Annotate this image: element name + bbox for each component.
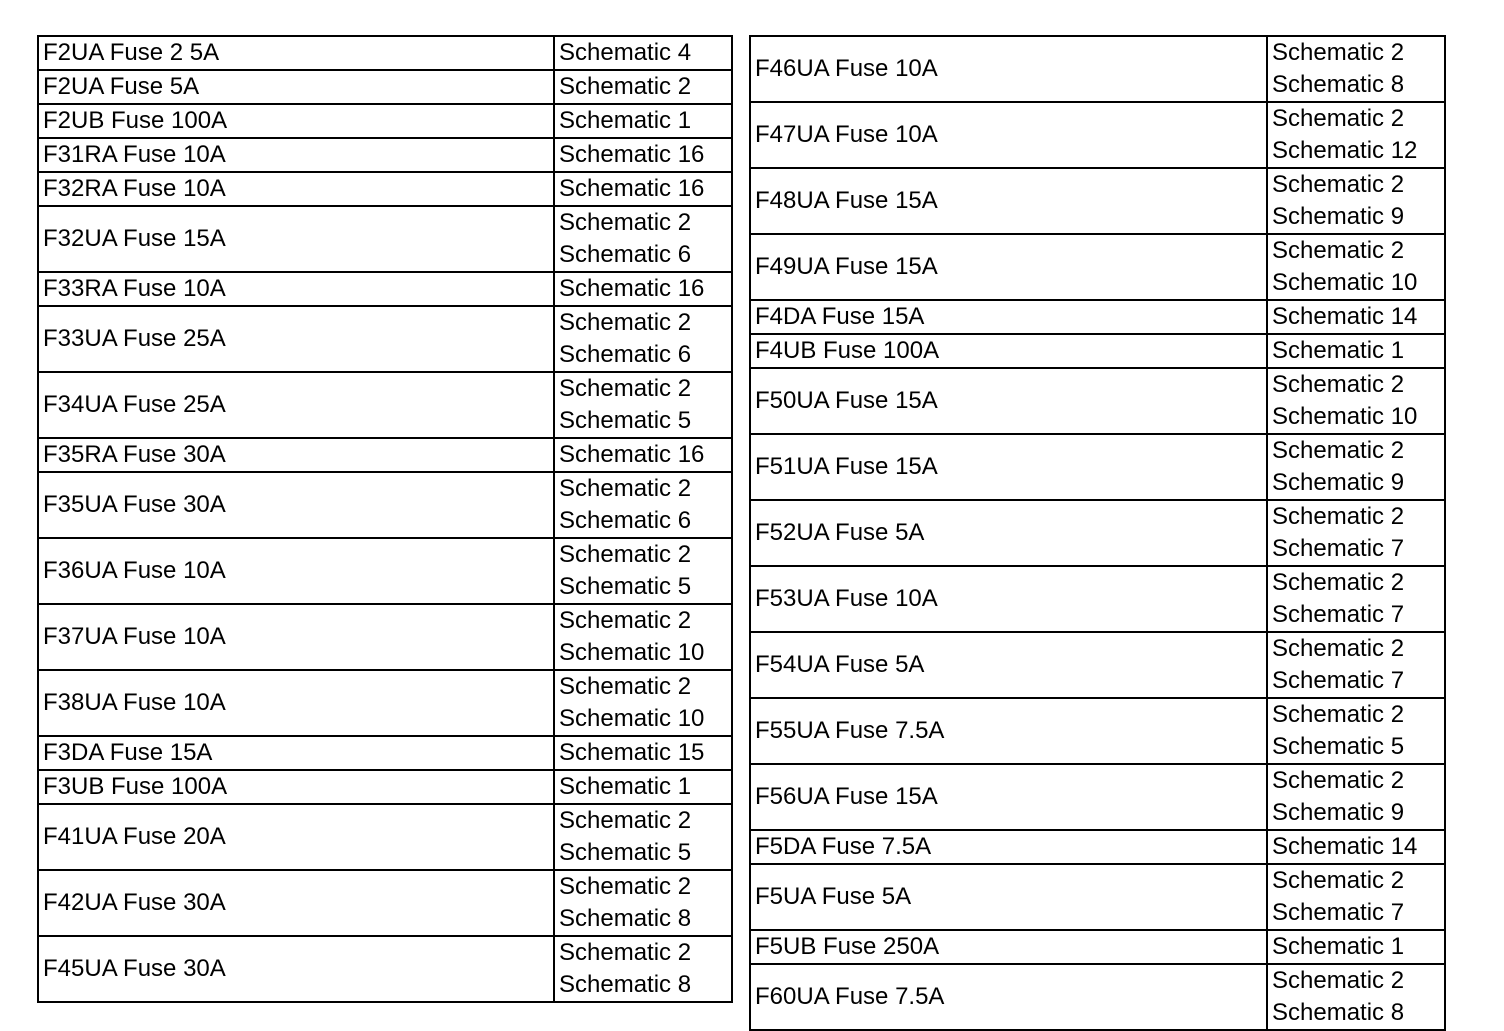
- schematic-ref: Schematic 16: [559, 141, 705, 168]
- schematic-ref: Schematic 2: [1272, 39, 1405, 66]
- table-row: [38, 804, 732, 870]
- schematic-ref: Schematic 7: [1272, 899, 1405, 926]
- schematic-cell: [554, 770, 732, 804]
- fuse-name-cell: F48UA Fuse 15A: [750, 168, 1267, 234]
- schematic-cell: [554, 372, 732, 438]
- fuse-name-cell: F45UA Fuse 30A: [38, 936, 554, 1002]
- schematic-cell: [1267, 334, 1445, 368]
- table-row: [750, 36, 1445, 102]
- schematic-ref: Schematic 6: [559, 507, 692, 534]
- schematic-cell: [554, 472, 732, 538]
- schematic-cell: [554, 438, 732, 472]
- schematic-cell: [1267, 168, 1445, 234]
- schematic-cell: [554, 804, 732, 870]
- schematic-ref: Schematic 8: [559, 905, 692, 932]
- fuse-name-cell: F36UA Fuse 10A: [38, 538, 554, 604]
- schematic-ref: Schematic 4: [559, 39, 692, 66]
- schematic-ref: Schematic 7: [1272, 601, 1405, 628]
- fuse-name-cell: F51UA Fuse 15A: [750, 434, 1267, 500]
- schematic-ref: Schematic 2: [559, 873, 692, 900]
- fuse-name-cell: F2UA Fuse 2 5A: [38, 36, 554, 70]
- schematic-ref: Schematic 7: [1272, 667, 1405, 694]
- fuse-table-right: [749, 35, 1446, 1031]
- fuse-name-cell: F2UB Fuse 100A: [38, 104, 554, 138]
- schematic-ref: Schematic 7: [1272, 535, 1405, 562]
- schematic-cell: [1267, 830, 1445, 864]
- schematic-cell: [1267, 764, 1445, 830]
- schematic-ref: Schematic 2: [1272, 237, 1405, 264]
- schematic-ref: Schematic 16: [559, 441, 705, 468]
- table-row: [38, 306, 732, 372]
- fuse-name-cell: F53UA Fuse 10A: [750, 566, 1267, 632]
- schematic-ref: Schematic 2: [1272, 171, 1405, 198]
- schematic-ref: Schematic 2: [1272, 371, 1405, 398]
- table-row: [750, 698, 1445, 764]
- table-row: [38, 438, 732, 472]
- schematic-ref: Schematic 10: [559, 639, 705, 666]
- schematic-ref: Schematic 5: [559, 407, 692, 434]
- schematic-ref: Schematic 6: [559, 241, 692, 268]
- schematic-cell: [1267, 234, 1445, 300]
- schematic-cell: [554, 936, 732, 1002]
- table-row: [750, 234, 1445, 300]
- schematic-ref: Schematic 1: [559, 773, 692, 800]
- fuse-name-cell: F35RA Fuse 30A: [38, 438, 554, 472]
- schematic-cell: [1267, 500, 1445, 566]
- fuse-name-cell: F38UA Fuse 10A: [38, 670, 554, 736]
- table-row: [38, 372, 732, 438]
- table-row: [38, 70, 732, 104]
- schematic-cell: [1267, 434, 1445, 500]
- schematic-cell: [1267, 36, 1445, 102]
- schematic-ref: Schematic 9: [1272, 203, 1405, 230]
- schematic-ref: Schematic 2: [559, 375, 692, 402]
- schematic-ref: Schematic 5: [1272, 733, 1405, 760]
- schematic-cell: [554, 104, 732, 138]
- schematic-ref: Schematic 2: [559, 807, 692, 834]
- schematic-cell: [554, 172, 732, 206]
- schematic-ref: Schematic 9: [1272, 799, 1405, 826]
- table-row: [750, 368, 1445, 434]
- table-row: [38, 138, 732, 172]
- schematic-cell: [554, 36, 732, 70]
- fuse-name-cell: F35UA Fuse 30A: [38, 472, 554, 538]
- schematic-ref: Schematic 10: [1272, 403, 1418, 430]
- fuse-name-cell: F60UA Fuse 7.5A: [750, 964, 1267, 1030]
- fuse-name-cell: F4DA Fuse 15A: [750, 300, 1267, 334]
- schematic-ref: Schematic 14: [1272, 303, 1418, 330]
- fuse-name-cell: F5DA Fuse 7.5A: [750, 830, 1267, 864]
- table-row: [750, 300, 1445, 334]
- table-row: [38, 206, 732, 272]
- table-row: [38, 870, 732, 936]
- schematic-ref: Schematic 2: [1272, 437, 1405, 464]
- schematic-ref: Schematic 2: [1272, 767, 1405, 794]
- table-row: [750, 500, 1445, 566]
- fuse-name-cell: F3UB Fuse 100A: [38, 770, 554, 804]
- schematic-ref: Schematic 2: [559, 209, 692, 236]
- schematic-ref: Schematic 1: [1272, 337, 1405, 364]
- schematic-cell: [1267, 368, 1445, 434]
- fuse-name-cell: F46UA Fuse 10A: [750, 36, 1267, 102]
- fuse-name-cell: F50UA Fuse 15A: [750, 368, 1267, 434]
- fuse-name-cell: F32UA Fuse 15A: [38, 206, 554, 272]
- schematic-ref: Schematic 5: [559, 573, 692, 600]
- schematic-ref: Schematic 8: [1272, 999, 1405, 1026]
- schematic-cell: [1267, 632, 1445, 698]
- fuse-name-cell: F5UB Fuse 250A: [750, 930, 1267, 964]
- schematic-ref: Schematic 2: [1272, 635, 1405, 662]
- schematic-ref: Schematic 2: [1272, 569, 1405, 596]
- table-row: [750, 864, 1445, 930]
- schematic-ref: Schematic 9: [1272, 469, 1405, 496]
- table-row: [38, 172, 732, 206]
- table-row: [750, 964, 1445, 1030]
- fuse-name-cell: F37UA Fuse 10A: [38, 604, 554, 670]
- fuse-table-left-body: [38, 36, 732, 1002]
- schematic-ref: Schematic 5: [559, 839, 692, 866]
- schematic-cell: [554, 138, 732, 172]
- schematic-ref: Schematic 15: [559, 739, 705, 766]
- table-row: [38, 272, 732, 306]
- schematic-ref: Schematic 1: [559, 107, 692, 134]
- schematic-ref: Schematic 10: [559, 705, 705, 732]
- fuse-name-cell: F47UA Fuse 10A: [750, 102, 1267, 168]
- fuse-name-cell: F33RA Fuse 10A: [38, 272, 554, 306]
- schematic-ref: Schematic 16: [559, 275, 705, 302]
- fuse-name-cell: F5UA Fuse 5A: [750, 864, 1267, 930]
- schematic-ref: Schematic 2: [1272, 967, 1405, 994]
- table-row: [38, 104, 732, 138]
- table-row: [750, 102, 1445, 168]
- fuse-name-cell: F31RA Fuse 10A: [38, 138, 554, 172]
- table-row: [38, 538, 732, 604]
- table-row: [38, 36, 732, 70]
- schematic-cell: [554, 272, 732, 306]
- schematic-cell: [554, 70, 732, 104]
- schematic-ref: Schematic 2: [1272, 701, 1405, 728]
- schematic-cell: [1267, 566, 1445, 632]
- schematic-cell: [554, 206, 732, 272]
- table-row: [750, 334, 1445, 368]
- schematic-cell: [1267, 698, 1445, 764]
- fuse-name-cell: F56UA Fuse 15A: [750, 764, 1267, 830]
- table-row: [750, 830, 1445, 864]
- table-row: [38, 770, 732, 804]
- schematic-ref: Schematic 2: [559, 475, 692, 502]
- schematic-ref: Schematic 8: [559, 971, 692, 998]
- fuse-name-cell: F32RA Fuse 10A: [38, 172, 554, 206]
- schematic-ref: Schematic 8: [1272, 71, 1405, 98]
- fuse-name-cell: F49UA Fuse 15A: [750, 234, 1267, 300]
- fuse-table-right-body: [750, 36, 1445, 1030]
- table-row: [38, 936, 732, 1002]
- schematic-ref: Schematic 2: [559, 309, 692, 336]
- schematic-ref: Schematic 2: [559, 607, 692, 634]
- table-row: [38, 736, 732, 770]
- schematic-cell: [554, 604, 732, 670]
- table-row: [38, 670, 732, 736]
- table-row: [38, 472, 732, 538]
- schematic-cell: [1267, 102, 1445, 168]
- schematic-cell: [554, 538, 732, 604]
- schematic-ref: Schematic 6: [559, 341, 692, 368]
- fuse-name-cell: F34UA Fuse 25A: [38, 372, 554, 438]
- fuse-name-cell: F33UA Fuse 25A: [38, 306, 554, 372]
- table-row: [750, 764, 1445, 830]
- schematic-cell: [554, 736, 732, 770]
- fuse-name-cell: F3DA Fuse 15A: [38, 736, 554, 770]
- schematic-ref: Schematic 2: [1272, 503, 1405, 530]
- table-row: [750, 632, 1445, 698]
- schematic-ref: Schematic 16: [559, 175, 705, 202]
- table-row: [750, 168, 1445, 234]
- schematic-ref: Schematic 2: [1272, 867, 1405, 894]
- fuse-name-cell: F41UA Fuse 20A: [38, 804, 554, 870]
- schematic-cell: [1267, 964, 1445, 1030]
- schematic-ref: Schematic 2: [559, 673, 692, 700]
- schematic-ref: Schematic 2: [559, 939, 692, 966]
- fuse-name-cell: F2UA Fuse 5A: [38, 70, 554, 104]
- schematic-ref: Schematic 10: [1272, 269, 1418, 296]
- table-row: [38, 604, 732, 670]
- fuse-table-left: [37, 35, 733, 1003]
- schematic-ref: Schematic 2: [559, 541, 692, 568]
- schematic-ref: Schematic 2: [559, 73, 692, 100]
- schematic-ref: Schematic 12: [1272, 137, 1418, 164]
- schematic-ref: Schematic 1: [1272, 933, 1405, 960]
- table-row: [750, 566, 1445, 632]
- schematic-cell: [1267, 930, 1445, 964]
- table-row: [750, 434, 1445, 500]
- fuse-name-cell: F42UA Fuse 30A: [38, 870, 554, 936]
- schematic-cell: [1267, 300, 1445, 334]
- fuse-name-cell: F4UB Fuse 100A: [750, 334, 1267, 368]
- fuse-name-cell: F52UA Fuse 5A: [750, 500, 1267, 566]
- schematic-ref: Schematic 14: [1272, 833, 1418, 860]
- table-row: [750, 930, 1445, 964]
- schematic-ref: Schematic 2: [1272, 105, 1405, 132]
- schematic-cell: [554, 306, 732, 372]
- schematic-cell: [554, 870, 732, 936]
- fuse-name-cell: F55UA Fuse 7.5A: [750, 698, 1267, 764]
- schematic-cell: [554, 670, 732, 736]
- fuse-name-cell: F54UA Fuse 5A: [750, 632, 1267, 698]
- schematic-cell: [1267, 864, 1445, 930]
